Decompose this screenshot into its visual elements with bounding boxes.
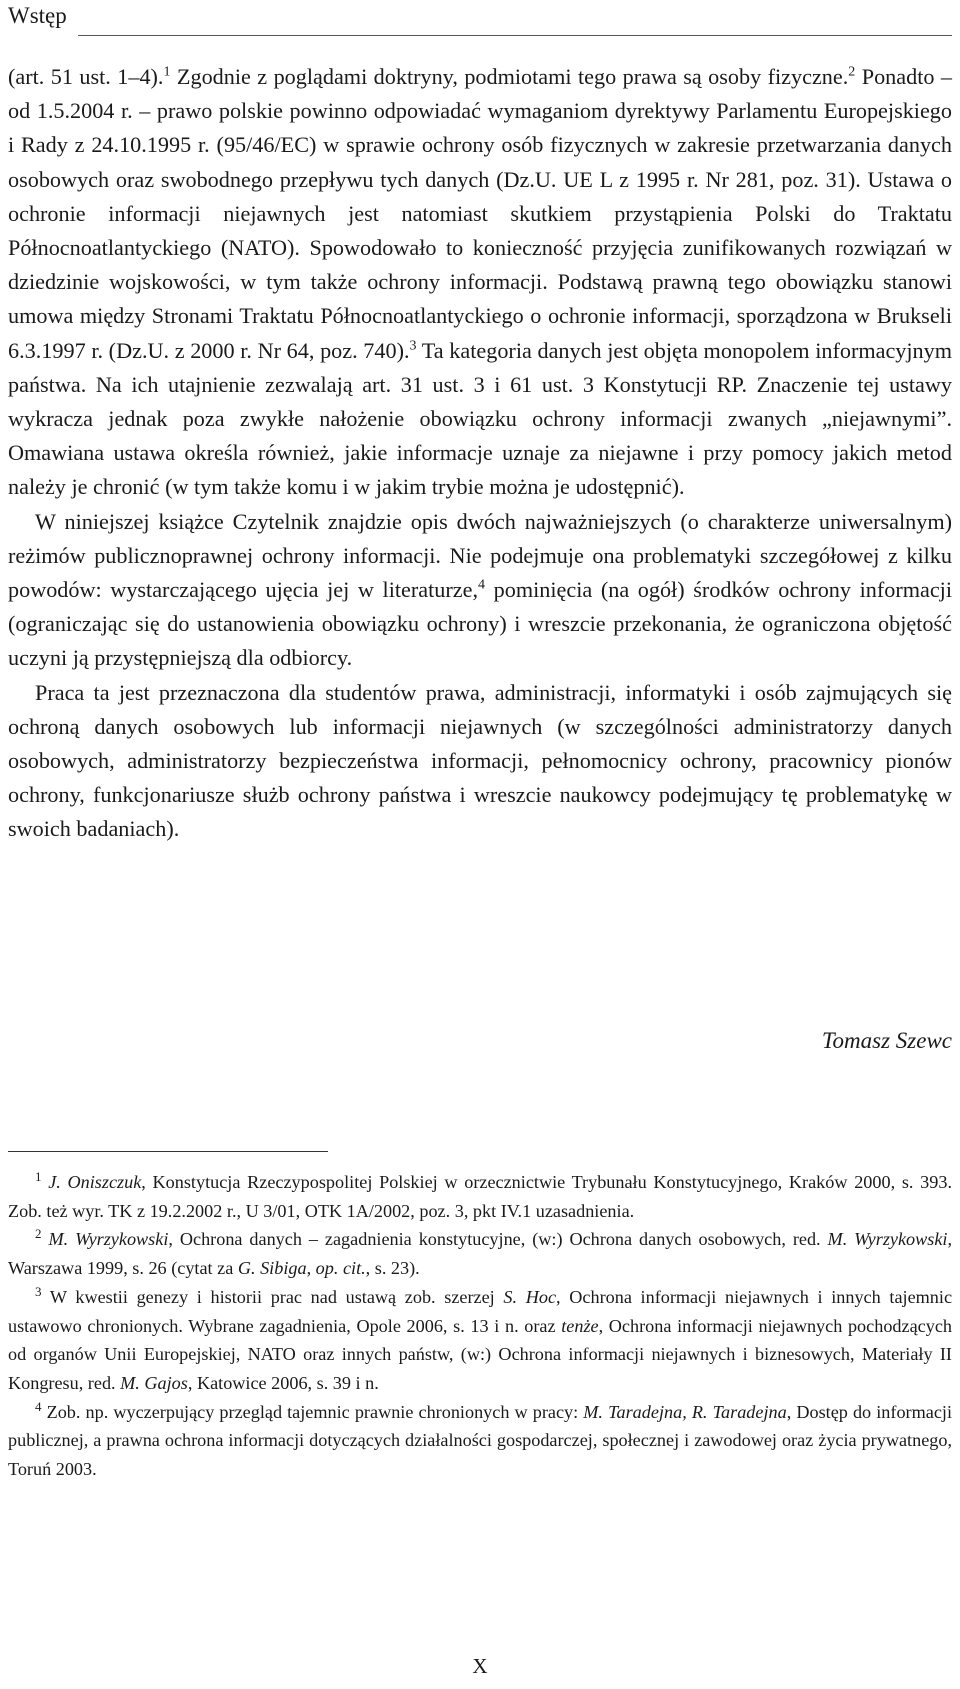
- paragraph-1-part-c: Ponadto – od 1.5.2004 r. – prawo polskie powinno odpowiadać wymaganiom dyrektywy Parlamentu Europejskiego i Rady z 24.10.1995 r. (95/46/EC) w sprawie ochrony osób fizycznych w zakresie przetwarzania danych osobowych oraz swobodnego przepływu tych danych (Dz.U. UE L z 1995 r. Nr 281, poz. 31). Ustawa o ochronie informacji niejawnych jest natomiast skutkiem przystąpienia Polski do Traktatu Północnoatlantyckiego (NATO). Spowodowało to konieczność przyjęcia zunifikowanych rozwiązań w dziedzinie wojskowości, w tym także ochrony informacji. Podstawą prawną tego obowiązku stanowi umowa między Stronami Traktatu Północnoatlantyckiego o ochronie informacji, sporządzona w Brukseli 6.3.1997 r. (Dz.U. z 2000 r. Nr 64, poz. 740).: [8, 64, 952, 363]
- footnote-4-number: 4: [35, 1398, 42, 1414]
- paragraph-2-part-a: W niniejszej książce Czytelnik znajdzie opis dwóch najważniejszych (o charakterze uniwersalnym) reżimów publicznoprawnej ochrony informacji. Nie podejmuje ona problematyki szczegółowej z kilku powodów: wystarczającego ujęcia jej w literaturze,: [8, 508, 952, 603]
- footnote-ref-3: 3: [409, 338, 417, 354]
- footnote-2-text-2: , Warszawa 1999, s. 26 (cytat za: [8, 1229, 953, 1279]
- footnote-3-number: 3: [35, 1283, 42, 1299]
- footnote-1: [8, 1168, 952, 1225]
- footnote-3-text-3: , Ochrona informacji niejawnych pochodzących od organów Unii Europejskiej, NATO oraz innych państw, (w:) Ochrona informacji niejawnych i biznesowych, Materiały II Kongresu, red.: [8, 1315, 952, 1393]
- footnote-3-editor: M. Gajos: [120, 1372, 188, 1393]
- paragraph-3: Praca ta jest przeznaczona dla studentów prawa, administracji, informatyki i osób zajmujących się ochroną danych osobowych lub informacji niejawnych (w szczególności administratorzy danych osobowych, administratorzy bezpieczeństwa informacji, pełnomocnicy ochrony, pracownicy pionów ochrony, funkcjonariusze służb ochrony państwa i wreszcie naukowcy podejmujący tę problematykę w swoich badaniach).: [8, 679, 952, 842]
- footnote-2-author: M. Wyrzykowski: [48, 1229, 169, 1250]
- footnote-3-text-2: , Ochrona informacji niejawnych i innych tajemnic ustawowo chronionych. Wybrane zagadnienia, Opole 2006, s. 13 i n. oraz: [8, 1286, 953, 1336]
- footnote-4-text-2: , Dostęp do informacji publicznej, a prawna ochrona informacji dotyczących działalności gospodarczej, społecznej i zawodowej oraz życia prywatnego, Toruń 2003.: [8, 1401, 952, 1480]
- paragraph-2-part-b: pominięcia (na ogół) środków ochrony informacji (ograniczając się do ustanowienia obowiązku ochrony) i wreszcie przekonania, że ograniczona objętość uczyni ją przystępniejszą dla odbiorcy.: [8, 577, 953, 671]
- footnote-1-author: J. Oniszczuk: [48, 1172, 142, 1192]
- running-head-title: Wstęp: [8, 3, 67, 28]
- paragraph-1: [8, 60, 952, 505]
- footnote-4-authors: M. Taradejna, R. Taradejna: [583, 1401, 787, 1422]
- footnote-ref-2: 2: [848, 64, 856, 80]
- footnote-3-tenze: tenże: [561, 1315, 599, 1336]
- footnotes: [8, 1168, 952, 1484]
- footnote-1-text: , Konstytucja Rzeczypospolitej Polskiej w orzecznictwie Trybunału Konstytucyjnego, Kraków 2000, s. 393. Zob. też wyr. TK z 19.2.2002 r., U 3/01, OTK 1A/2002, poz. 3, pkt IV.1 uzasadnienia.: [8, 1172, 952, 1221]
- footnote-2-text-3: ,: [306, 1258, 316, 1279]
- footnote-rule: [8, 1151, 328, 1152]
- page-number: X: [472, 1654, 488, 1678]
- footnote-2-number: 2: [35, 1226, 42, 1242]
- paragraph-1-part-b: Zgodnie z poglądami doktryny, podmiotami tego prawa są osoby fizyczne.: [170, 64, 849, 89]
- author-signature: Tomasz Szewc: [821, 1028, 952, 1053]
- footnote-2-cited-author: G. Sibiga: [237, 1258, 307, 1279]
- footnote-4: [8, 1398, 952, 1484]
- footnote-3: [8, 1283, 952, 1398]
- paragraph-2: [8, 505, 952, 676]
- footnote-1-number: 1: [35, 1168, 42, 1184]
- footnote-3-text: W kwestii genezy i historii prac nad ustawą zob. szerzej: [49, 1286, 504, 1307]
- footnote-3-author: S. Hoc: [503, 1286, 557, 1307]
- footnote-2-op-cit: op. cit.: [315, 1258, 366, 1279]
- footnote-2-text-4: , s. 23).: [365, 1258, 420, 1279]
- footnote-2-editor: M. Wyrzykowski: [827, 1229, 948, 1250]
- main-text: [8, 60, 952, 847]
- footnote-ref-4: 4: [478, 577, 486, 593]
- footnote-2: [8, 1225, 952, 1282]
- header-rule: [78, 35, 952, 36]
- footnote-4-text: Zob. np. wyczerpujący przegląd tajemnic prawnie chronionych w pracy:: [46, 1401, 584, 1422]
- footnote-3-text-4: , Katowice 2006, s. 39 i n.: [187, 1372, 379, 1393]
- paragraph-1-part-a: (art. 51 ust. 1–4).: [8, 64, 164, 89]
- paragraph-1-part-d: Ta kategoria danych jest objęta monopolem informacyjnym państwa. Na ich utajnienie zezwalają art. 31 ust. 3 i 61 ust. 3 Konstytucji RP. Znaczenie tej ustawy wykracza jednak poza zwykłe nałożenie obowiązku ochrony informacji zwanych „niejawnymi”. Omawiana ustawa określa również, jakie informacje uznaje za niejawne i przy pomocy jakich metod należy je chronić (w tym także komu i w jakim trybie można je udostępnić).: [8, 337, 952, 500]
- footnote-ref-1: 1: [163, 64, 171, 80]
- footnote-2-text: , Ochrona danych – zagadnienia konstytucyjne, (w:) Ochrona danych osobowych, red.: [168, 1229, 828, 1250]
